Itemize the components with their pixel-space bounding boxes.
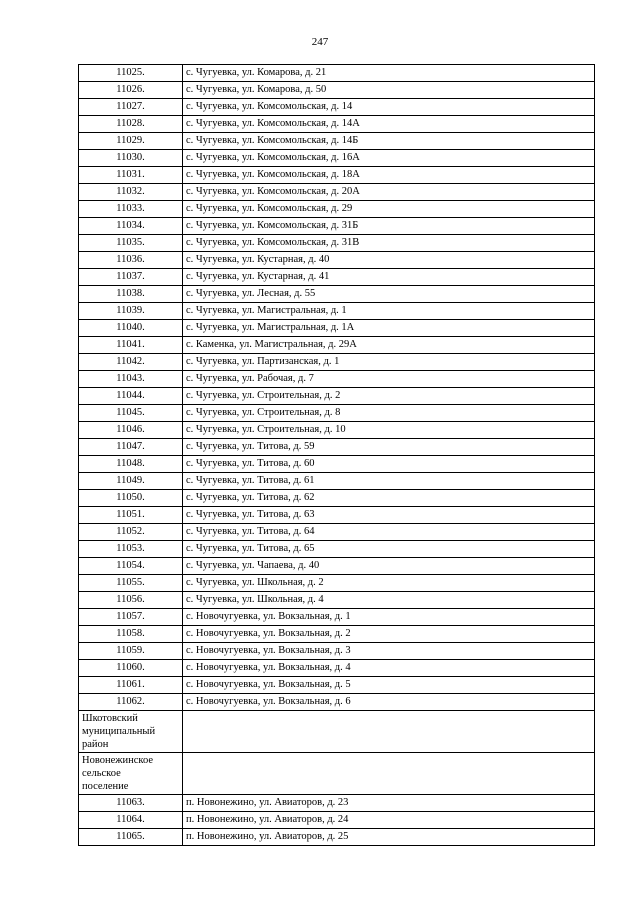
row-address: с. Чугуевка, ул. Комарова, д. 50: [183, 82, 595, 99]
row-number: 11033.: [79, 201, 183, 218]
section-header-row: [79, 711, 595, 753]
table-row: [79, 507, 595, 524]
row-address: с. Чугуевка, ул. Титова, д. 65: [183, 541, 595, 558]
section-label: [79, 753, 183, 795]
row-number: 11034.: [79, 218, 183, 235]
row-address: с. Чугуевка, ул. Партизанская, д. 1: [183, 354, 595, 371]
table-row: [79, 354, 595, 371]
table-row: [79, 677, 595, 694]
row-address: с. Каменка, ул. Магистральная, д. 29А: [183, 337, 595, 354]
empty-cell: [183, 711, 595, 753]
table-row: [79, 65, 595, 82]
table-row: [79, 133, 595, 150]
row-number: 11031.: [79, 167, 183, 184]
row-number: 11062.: [79, 694, 183, 711]
table-row: [79, 575, 595, 592]
table-row: [79, 82, 595, 99]
row-address: с. Чугуевка, ул. Комарова, д. 21: [183, 65, 595, 82]
page-number: 247: [311, 36, 329, 48]
table-row: [79, 541, 595, 558]
row-number: 11026.: [79, 82, 183, 99]
row-number: 11032.: [79, 184, 183, 201]
row-number: 11049.: [79, 473, 183, 490]
row-number: 11065.: [79, 829, 183, 846]
row-number: 11048.: [79, 456, 183, 473]
row-address: с. Чугуевка, ул. Чапаева, д. 40: [183, 558, 595, 575]
table-row: [79, 252, 595, 269]
section-label-line: район: [82, 739, 109, 750]
row-number: 11063.: [79, 795, 183, 812]
table-row: [79, 167, 595, 184]
row-address: с. Чугуевка, ул. Комсомольская, д. 18А: [183, 167, 595, 184]
table-row: [79, 456, 595, 473]
row-number: 11046.: [79, 422, 183, 439]
table-row: [79, 371, 595, 388]
table-row: [79, 795, 595, 812]
row-address: с. Чугуевка, ул. Школьная, д. 4: [183, 592, 595, 609]
table-row: [79, 422, 595, 439]
row-number: 11045.: [79, 405, 183, 422]
table-row: [79, 150, 595, 167]
table-row: [79, 320, 595, 337]
row-address: с. Чугуевка, ул. Титова, д. 59: [183, 439, 595, 456]
row-address: с. Чугуевка, ул. Рабочая, д. 7: [183, 371, 595, 388]
row-number: 11060.: [79, 660, 183, 677]
row-address: с. Чугуевка, ул. Магистральная, д. 1А: [183, 320, 595, 337]
section-label-line: поселение: [82, 781, 129, 792]
row-address: с. Чугуевка, ул. Комсомольская, д. 31Б: [183, 218, 595, 235]
row-address: с. Чугуевка, ул. Строительная, д. 10: [183, 422, 595, 439]
section-label: [79, 711, 183, 753]
row-number: 11055.: [79, 575, 183, 592]
row-number: 11043.: [79, 371, 183, 388]
table-row: [79, 643, 595, 660]
row-address: с. Чугуевка, ул. Комсомольская, д. 31В: [183, 235, 595, 252]
empty-cell: [183, 753, 595, 795]
table-row: [79, 626, 595, 643]
row-address: с. Чугуевка, ул. Комсомольская, д. 14А: [183, 116, 595, 133]
row-number: 11044.: [79, 388, 183, 405]
row-address: с. Новочугуевка, ул. Вокзальная, д. 5: [183, 677, 595, 694]
row-number: 11036.: [79, 252, 183, 269]
row-number: 11058.: [79, 626, 183, 643]
row-number: 11054.: [79, 558, 183, 575]
table-row: [79, 490, 595, 507]
row-address: с. Чугуевка, ул. Комсомольская, д. 20А: [183, 184, 595, 201]
section-label-line: муниципальный: [82, 726, 156, 737]
row-address: с. Чугуевка, ул. Комсомольская, д. 14Б: [183, 133, 595, 150]
table-row: [79, 337, 595, 354]
row-address: с. Новочугуевка, ул. Вокзальная, д. 4: [183, 660, 595, 677]
row-number: 11059.: [79, 643, 183, 660]
table-row: [79, 116, 595, 133]
table-row: [79, 286, 595, 303]
row-address: с. Чугуевка, ул. Титова, д. 60: [183, 456, 595, 473]
row-number: 11037.: [79, 269, 183, 286]
table-row: [79, 235, 595, 252]
section-label-line: сельское: [82, 768, 121, 779]
row-address: п. Новонежино, ул. Авиаторов, д. 25: [183, 829, 595, 846]
table-row: [79, 829, 595, 846]
table-row: [79, 218, 595, 235]
row-number: 11029.: [79, 133, 183, 150]
table-row: [79, 184, 595, 201]
row-number: 11027.: [79, 99, 183, 116]
table-row: [79, 473, 595, 490]
row-address: с. Новочугуевка, ул. Вокзальная, д. 6: [183, 694, 595, 711]
table-row: [79, 524, 595, 541]
row-number: 11041.: [79, 337, 183, 354]
row-number: 11053.: [79, 541, 183, 558]
row-number: 11042.: [79, 354, 183, 371]
row-address: с. Чугуевка, ул. Кустарная, д. 40: [183, 252, 595, 269]
table-row: [79, 99, 595, 116]
row-address: с. Чугуевка, ул. Кустарная, д. 41: [183, 269, 595, 286]
row-address: с. Новочугуевка, ул. Вокзальная, д. 1: [183, 609, 595, 626]
row-number: 11025.: [79, 65, 183, 82]
row-address: с. Чугуевка, ул. Строительная, д. 8: [183, 405, 595, 422]
row-address: с. Чугуевка, ул. Титова, д. 63: [183, 507, 595, 524]
row-address: с. Чугуевка, ул. Школьная, д. 2: [183, 575, 595, 592]
table-row: [79, 303, 595, 320]
row-number: 11052.: [79, 524, 183, 541]
row-address: с. Новочугуевка, ул. Вокзальная, д. 2: [183, 626, 595, 643]
address-table: [78, 64, 595, 846]
table-row: [79, 694, 595, 711]
table-row: [79, 201, 595, 218]
row-address: с. Чугуевка, ул. Комсомольская, д. 16А: [183, 150, 595, 167]
table-row: [79, 812, 595, 829]
row-number: 11064.: [79, 812, 183, 829]
row-address: с. Чугуевка, ул. Комсомольская, д. 14: [183, 99, 595, 116]
row-address: с. Чугуевка, ул. Лесная, д. 55: [183, 286, 595, 303]
row-number: 11030.: [79, 150, 183, 167]
row-number: 11056.: [79, 592, 183, 609]
table-row: [79, 558, 595, 575]
row-number: 11047.: [79, 439, 183, 456]
row-number: 11040.: [79, 320, 183, 337]
section-header-row: [79, 753, 595, 795]
row-address: п. Новонежино, ул. Авиаторов, д. 24: [183, 812, 595, 829]
row-number: 11035.: [79, 235, 183, 252]
table-row: [79, 609, 595, 626]
table-row: [79, 269, 595, 286]
row-address: с. Чугуевка, ул. Титова, д. 64: [183, 524, 595, 541]
row-address: с. Новочугуевка, ул. Вокзальная, д. 3: [183, 643, 595, 660]
row-address: п. Новонежино, ул. Авиаторов, д. 23: [183, 795, 595, 812]
row-address: с. Чугуевка, ул. Строительная, д. 2: [183, 388, 595, 405]
row-address: с. Чугуевка, ул. Титова, д. 61: [183, 473, 595, 490]
row-number: 11057.: [79, 609, 183, 626]
table-row: [79, 439, 595, 456]
table-row: [79, 592, 595, 609]
row-number: 11050.: [79, 490, 183, 507]
row-address: с. Чугуевка, ул. Магистральная, д. 1: [183, 303, 595, 320]
row-number: 11028.: [79, 116, 183, 133]
address-table-body: [79, 65, 595, 846]
row-number: 11039.: [79, 303, 183, 320]
row-number: 11061.: [79, 677, 183, 694]
row-number: 11038.: [79, 286, 183, 303]
section-label-line: Новонежинское: [82, 755, 154, 766]
section-label-line: Шкотовский: [82, 713, 138, 724]
table-row: [79, 388, 595, 405]
row-number: 11051.: [79, 507, 183, 524]
table-row: [79, 405, 595, 422]
row-address: с. Чугуевка, ул. Титова, д. 62: [183, 490, 595, 507]
row-address: с. Чугуевка, ул. Комсомольская, д. 29: [183, 201, 595, 218]
table-row: [79, 660, 595, 677]
